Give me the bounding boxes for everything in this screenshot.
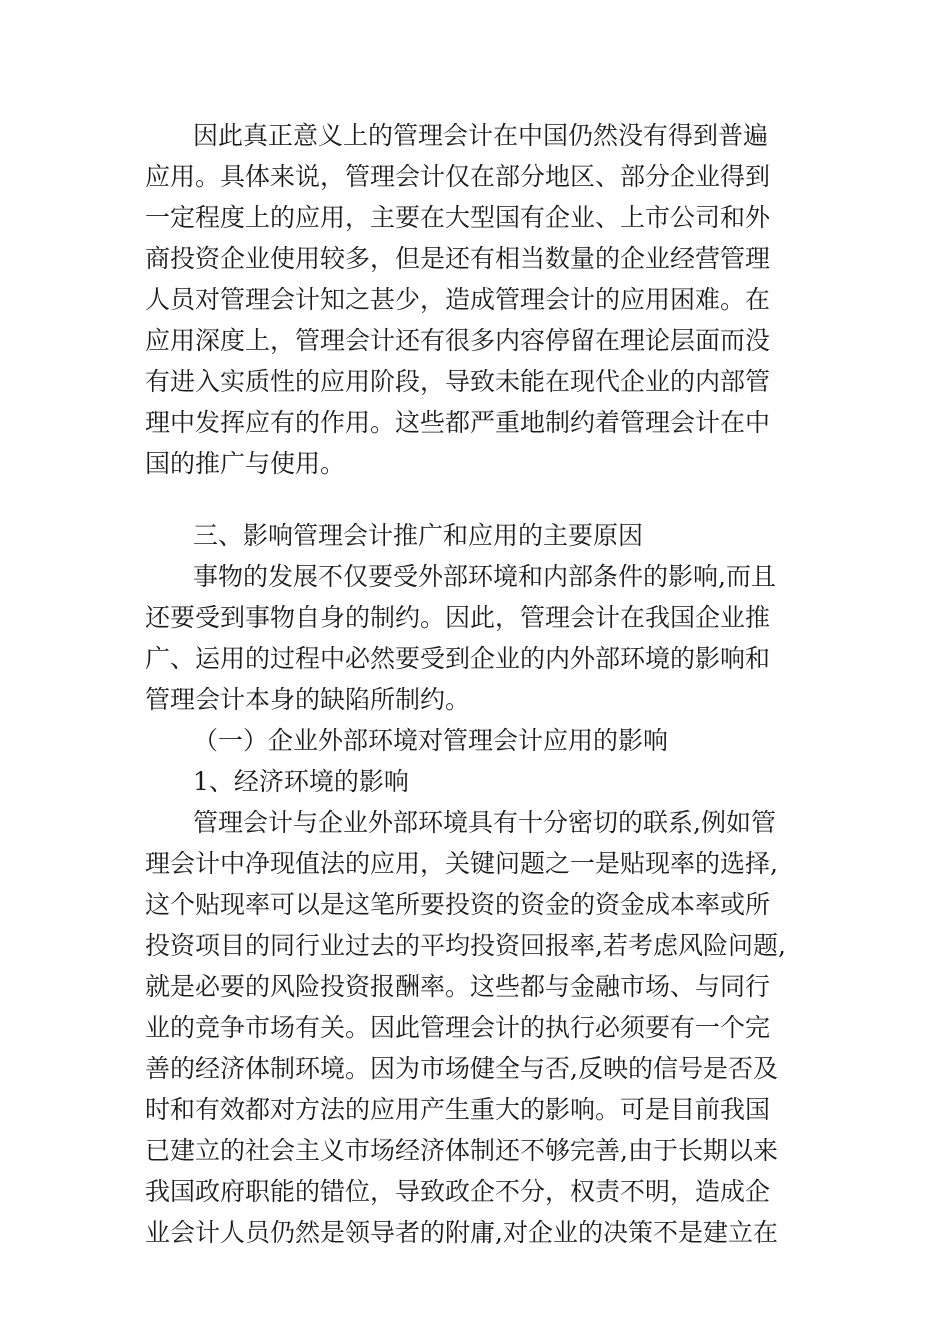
body-line: 应用。具体来说，管理会计仅在部分地区、部分企业得到 bbox=[145, 162, 771, 191]
body-line: 就是必要的风险投资报酬率。这些都与金融市场、与同行 bbox=[145, 972, 771, 1001]
body-line: 因此真正意义上的管理会计在中国仍然没有得到普遍 bbox=[193, 121, 769, 150]
body-line: 有进入实质性的应用阶段，导致未能在现代企业的内部管 bbox=[145, 367, 771, 396]
body-line: 管理会计本身的缺陷所制约。 bbox=[145, 685, 471, 714]
body-line: 时和有效都对方法的应用产生重大的影响。可是目前我国 bbox=[145, 1095, 771, 1124]
subsection-heading: （一）企业外部环境对管理会计应用的影响 bbox=[193, 726, 669, 755]
body-line: 业的竞争市场有关。因此管理会计的执行必须要有一个完 bbox=[145, 1013, 771, 1042]
body-line: 一定程度上的应用，主要在大型国有企业、上市公司和外 bbox=[145, 203, 771, 232]
body-line: 这个贴现率可以是这笔所要投资的资金的资金成本率或所 bbox=[145, 890, 771, 919]
body-line: 还要受到事物自身的制约。因此，管理会计在我国企业推 bbox=[145, 603, 771, 632]
body-line: 业会计人员仍然是领导者的附庸,对企业的决策不是建立在 bbox=[145, 1218, 778, 1247]
subsection-heading: 1、经济环境的影响 bbox=[193, 767, 409, 796]
body-line: 国的推广与使用。 bbox=[145, 449, 346, 478]
body-line: 投资项目的同行业过去的平均投资回报率,若考虑风险问题, bbox=[145, 931, 786, 960]
body-line: 商投资企业使用较多，但是还有相当数量的企业经营管理 bbox=[145, 244, 771, 273]
body-line: 已建立的社会主义市场经济体制还不够完善,由于长期以来 bbox=[145, 1136, 778, 1165]
body-line: 人员对管理会计知之甚少，造成管理会计的应用困难。在 bbox=[145, 285, 771, 314]
body-line: 事物的发展不仅要受外部环境和内部条件的影响,而且 bbox=[193, 562, 776, 591]
section-heading: 三、影响管理会计推广和应用的主要原因 bbox=[193, 521, 644, 550]
body-line: 理会计中净现值法的应用，关键问题之一是贴现率的选择, bbox=[145, 849, 778, 878]
body-line: 广、运用的过程中必然要受到企业的内外部环境的影响和 bbox=[145, 644, 771, 673]
body-line: 应用深度上，管理会计还有很多内容停留在理论层面而没 bbox=[145, 326, 771, 355]
body-line: 善的经济体制环境。因为市场健全与否,反映的信号是否及 bbox=[145, 1054, 778, 1083]
body-line: 理中发挥应有的作用。这些都严重地制约着管理会计在中 bbox=[145, 408, 771, 437]
body-line: 我国政府职能的错位，导致政企不分，权责不明，造成企 bbox=[145, 1177, 771, 1206]
body-line: 管理会计与企业外部环境具有十分密切的联系,例如管 bbox=[193, 808, 776, 837]
